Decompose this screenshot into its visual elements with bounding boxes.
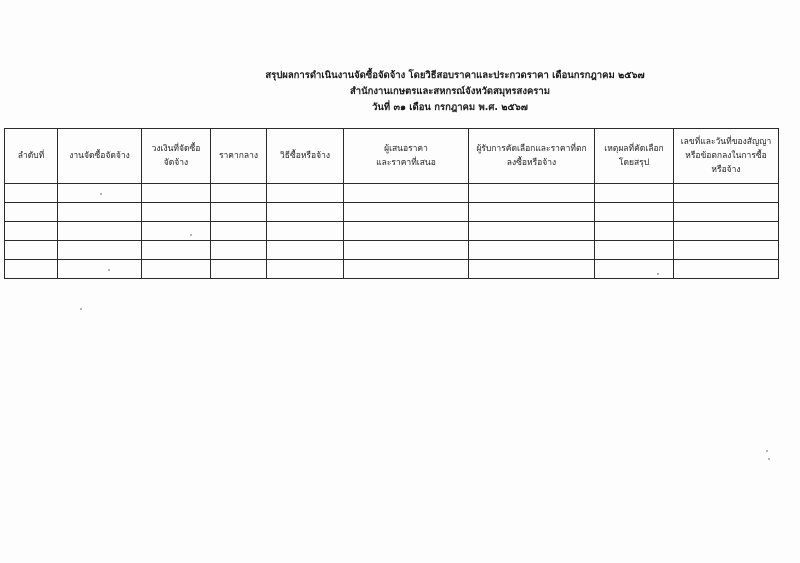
table-cell xyxy=(58,203,142,222)
table-cell xyxy=(267,241,344,260)
table-body xyxy=(5,184,779,279)
table-cell xyxy=(344,222,469,241)
table-cell xyxy=(5,184,58,203)
report-date: วันที่ ๓๑ เดือน กรกฎาคม พ.ศ. ๒๕๖๗ xyxy=(372,102,528,113)
col-header-method: วิธีซื้อหรือจ้าง xyxy=(267,129,344,184)
table-cell xyxy=(142,241,211,260)
scan-speck xyxy=(768,458,770,460)
table-cell xyxy=(674,260,779,279)
table-cell xyxy=(469,260,595,279)
table-cell xyxy=(344,260,469,279)
scan-speck xyxy=(80,308,82,310)
table-cell xyxy=(142,184,211,203)
table-cell xyxy=(674,184,779,203)
col-header-procurement-work: งานจัดซื้อจัดจ้าง xyxy=(58,129,142,184)
table-header-row xyxy=(5,129,779,184)
table-cell xyxy=(267,260,344,279)
table-cell xyxy=(595,222,674,241)
col-header-budget: วงเงินที่จัดซื้อ จัดจ้าง xyxy=(142,129,211,184)
table-cell xyxy=(674,241,779,260)
table-cell xyxy=(595,203,674,222)
table-cell xyxy=(595,184,674,203)
table-cell xyxy=(58,260,142,279)
table-cell xyxy=(674,203,779,222)
col-header-bidders: ผู้เสนอราคา และราคาที่เสนอ xyxy=(344,129,469,184)
table-cell xyxy=(344,203,469,222)
col-header-selection-reason: เหตุผลที่คัดเลือก โดยสรุป xyxy=(595,129,674,184)
table-row xyxy=(5,260,779,279)
table-cell xyxy=(58,241,142,260)
report-title: สรุปผลการดำเนินงานจัดซื้อจัดจ้าง โดยวิธีสอบราคาและประกวดราคา เดือนกรกฎาคม ๒๕๖๗ xyxy=(265,70,645,81)
col-header-reference-price: ราคากลาง xyxy=(211,129,267,184)
table-cell xyxy=(58,222,142,241)
col-header-selected-bidder: ผู้รับการคัดเลือกและราคาที่ตก ลงซื้อหรือจ้าง xyxy=(469,129,595,184)
table-cell xyxy=(5,241,58,260)
scan-speck xyxy=(190,234,192,236)
table-cell xyxy=(595,241,674,260)
table-row xyxy=(5,184,779,203)
table-row xyxy=(5,222,779,241)
col-header-contract-number: เลขที่และวันที่ของสัญญา หรือข้อตกลงในการซื้อ หรือจ้าง xyxy=(674,129,779,184)
col-header-sequence: ลำดับที่ xyxy=(5,129,58,184)
scan-speck xyxy=(657,273,659,275)
procurement-table xyxy=(4,128,779,279)
scan-speck xyxy=(108,269,110,271)
scan-speck xyxy=(100,193,102,195)
table-cell xyxy=(142,260,211,279)
table-cell xyxy=(469,222,595,241)
table-cell xyxy=(344,184,469,203)
scan-speck xyxy=(766,450,768,452)
report-header xyxy=(0,68,800,116)
table-cell xyxy=(267,222,344,241)
table-cell xyxy=(674,222,779,241)
table-cell xyxy=(5,203,58,222)
table-cell xyxy=(469,203,595,222)
table-cell xyxy=(142,222,211,241)
table-cell xyxy=(595,260,674,279)
table-cell xyxy=(142,203,211,222)
table-cell xyxy=(211,184,267,203)
table-cell xyxy=(5,222,58,241)
table-cell xyxy=(211,222,267,241)
table-cell xyxy=(211,241,267,260)
table-row xyxy=(5,241,779,260)
table-cell xyxy=(344,241,469,260)
table-row xyxy=(5,203,779,222)
table-cell xyxy=(211,260,267,279)
agency-name: สำนักงานเกษตรและสหกรณ์จังหวัดสมุทรสงคราม xyxy=(349,86,551,97)
table-cell xyxy=(211,203,267,222)
table-cell xyxy=(267,184,344,203)
table-cell xyxy=(267,203,344,222)
table-cell xyxy=(469,241,595,260)
table-cell xyxy=(469,184,595,203)
table-cell xyxy=(5,260,58,279)
